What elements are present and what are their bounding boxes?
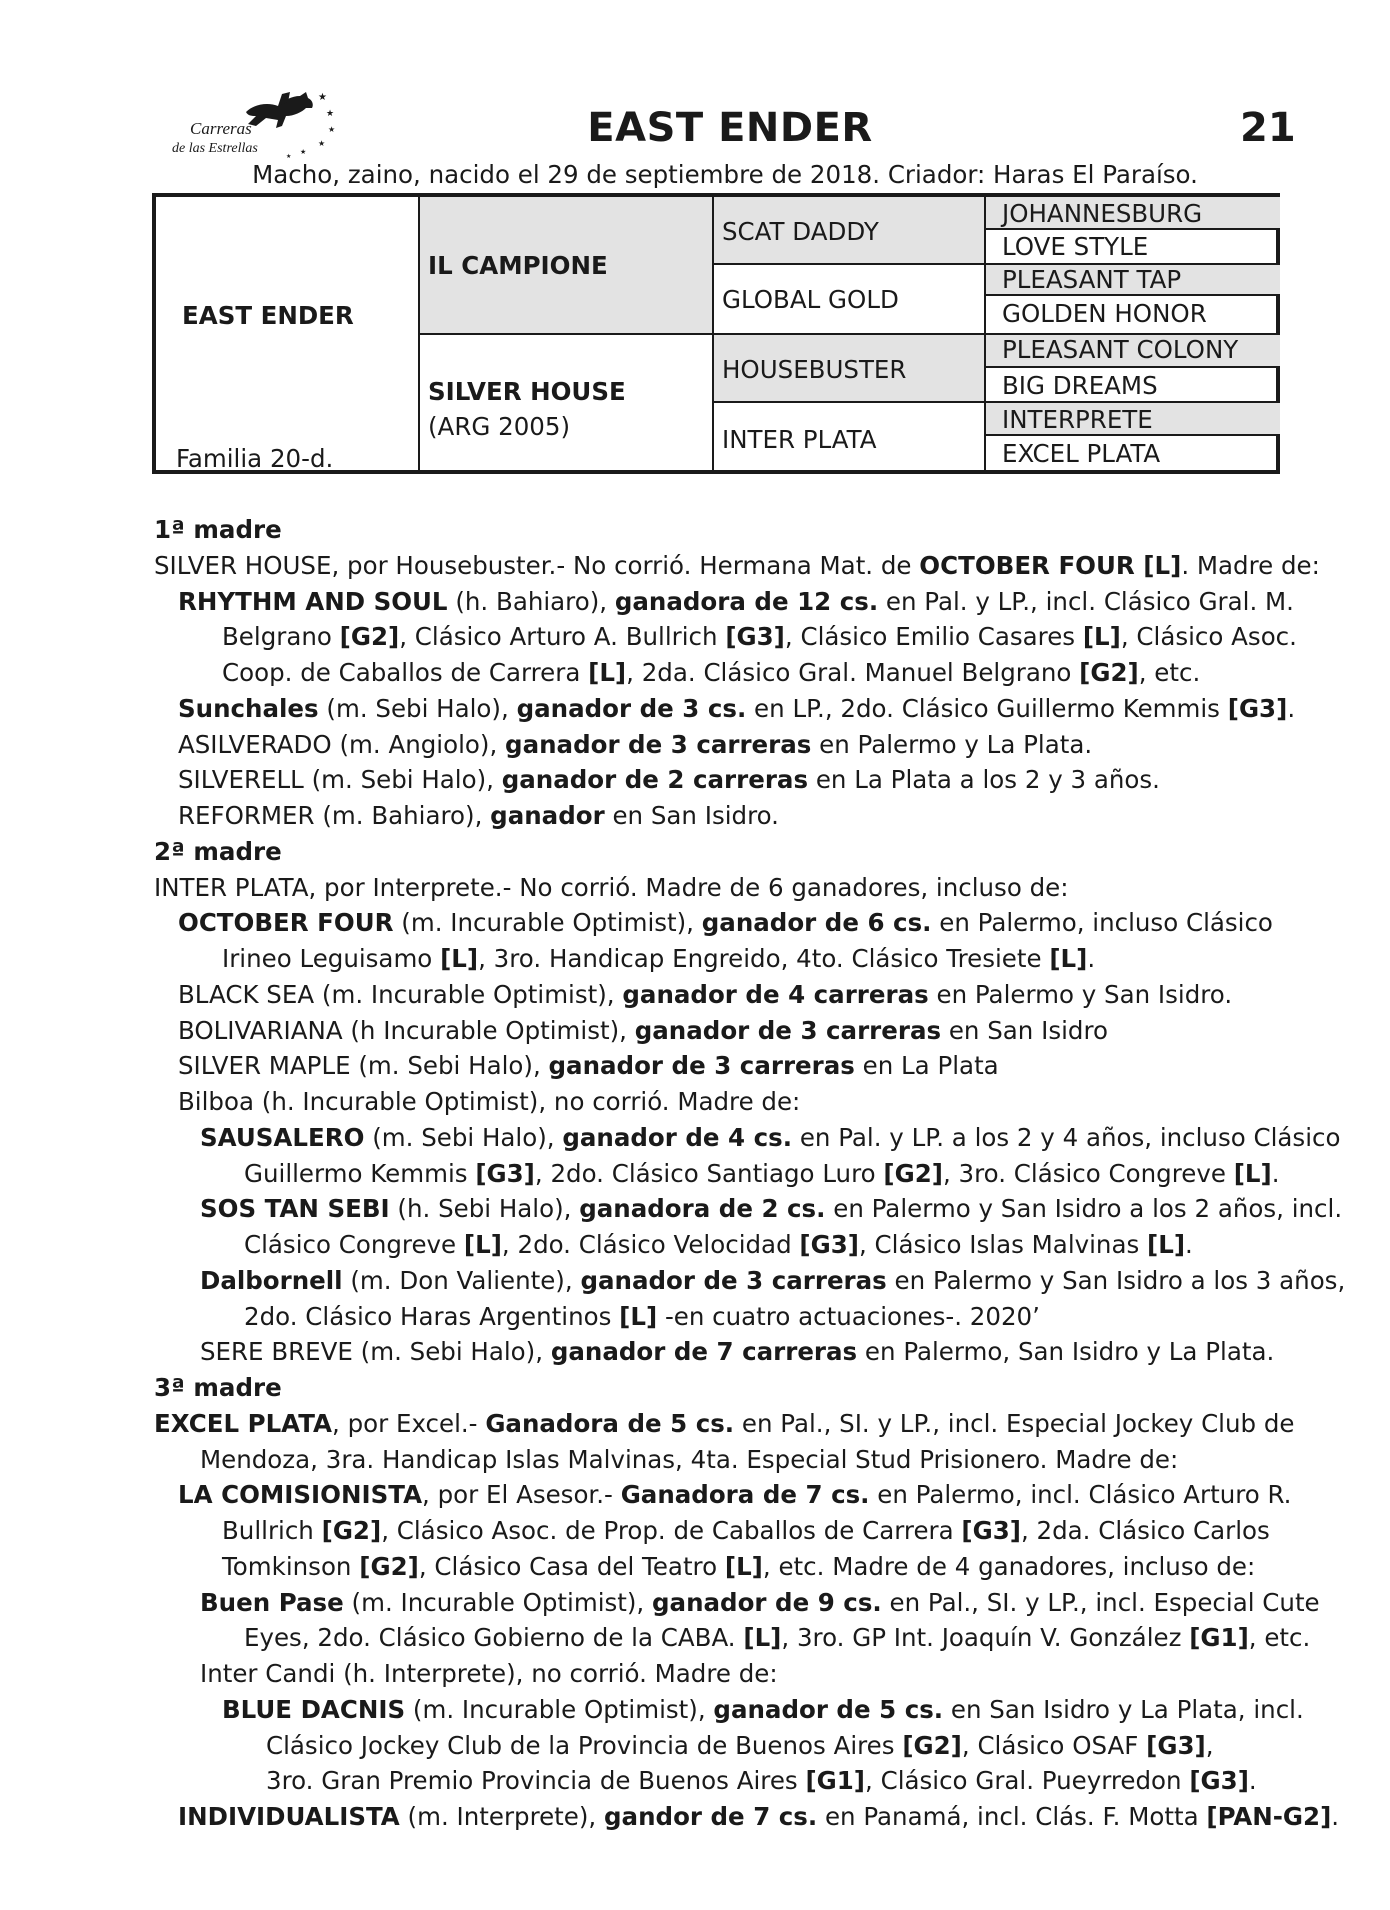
text: , 2do. Clásico Santiago Luro xyxy=(534,1158,884,1188)
record-line xyxy=(154,1156,1334,1192)
text: (m. Sebi Halo), xyxy=(318,693,517,723)
record-line xyxy=(154,619,1334,655)
text: , Clásico Arturo A. Bullrich xyxy=(399,622,726,652)
bold-text: Ganadora de 5 cs. xyxy=(485,1408,735,1438)
record-line xyxy=(154,1585,1334,1621)
text: en Palermo, incluso Clásico xyxy=(931,908,1273,938)
svg-text:★: ★ xyxy=(326,109,335,119)
bold-text: Dalbornell xyxy=(200,1265,343,1295)
svg-text:★: ★ xyxy=(318,139,326,148)
bold-text: Sunchales xyxy=(178,693,319,723)
text: en San Isidro xyxy=(941,1015,1108,1045)
bold-text: [L] xyxy=(619,1301,658,1331)
bold-text: ganador de 3 carreras xyxy=(580,1265,887,1295)
bold-text: [G3] xyxy=(725,622,785,652)
svg-text:★: ★ xyxy=(328,125,336,134)
carreras-de-las-estrellas-logo xyxy=(168,82,348,162)
bold-text: [PAN-G2] xyxy=(1206,1802,1332,1831)
text: . xyxy=(1271,1158,1280,1188)
bold-text: ganador de 9 cs. xyxy=(652,1587,882,1617)
text: , 3ro. Clásico Congreve xyxy=(942,1158,1234,1188)
text: Clásico Congreve xyxy=(244,1230,464,1259)
text: en Pal. y LP. a los 2 y 4 años, incluso Clásico xyxy=(792,1122,1341,1152)
pedigree-gen3: INTERPRETE xyxy=(1002,405,1153,434)
bold-text: [G1] xyxy=(805,1766,866,1796)
bold-text: ganadora de 2 cs. xyxy=(579,1194,826,1224)
pedigree-gen3: BIG DREAMS xyxy=(1002,371,1158,400)
bold-text: ganador xyxy=(490,801,605,830)
pedigree-gen3: JOHANNESBURG xyxy=(1002,199,1203,228)
text: SILVER MAPLE (m. Sebi Halo), xyxy=(178,1051,549,1081)
text: en Palermo y La Plata. xyxy=(811,729,1093,759)
bold-text: [G1] xyxy=(1189,1623,1249,1653)
record-line xyxy=(154,1227,1334,1263)
bold-text: ganador de 7 carreras xyxy=(550,1337,858,1367)
text: . Madre de: xyxy=(1181,550,1320,580)
produce-record xyxy=(154,512,1346,1835)
text: , por Excel.- xyxy=(332,1408,486,1438)
text: . xyxy=(1087,944,1096,973)
pedigree-dam-note: (ARG 2005) xyxy=(428,412,571,441)
text: ASILVERADO (m. Angiolo), xyxy=(178,729,506,759)
bold-text: BLUE DACNIS xyxy=(222,1694,406,1724)
record-line xyxy=(154,1549,1334,1585)
pedigree-table xyxy=(152,193,1280,474)
bold-text: [G3] xyxy=(1189,1766,1249,1796)
record-line xyxy=(154,762,1334,798)
bold-text: RHYTHM AND SOUL xyxy=(178,586,448,616)
record-line xyxy=(154,870,1334,906)
text: . xyxy=(1287,693,1296,723)
bold-text: [G3] xyxy=(1146,1730,1206,1760)
record-line xyxy=(154,1656,1334,1692)
text: . xyxy=(1185,1230,1193,1259)
text: Belgrano xyxy=(222,622,340,652)
bold-text: ganador de 4 carreras xyxy=(622,979,929,1009)
bold-text: LA COMISIONISTA xyxy=(178,1480,423,1510)
bold-text: [G2] xyxy=(359,1551,419,1581)
text: -en cuatro actuaciones-. 2020’ xyxy=(657,1301,1040,1331)
pedigree-gen2: INTER PLATA xyxy=(722,425,877,454)
bold-text: ganadora de 12 cs. xyxy=(614,586,879,616)
record-line xyxy=(154,977,1334,1013)
pedigree-gen2: GLOBAL GOLD xyxy=(722,285,899,314)
text: , 3ro. Handicap Engreido, 4to. Clásico Tresiete xyxy=(478,944,1050,973)
bold-text: [G3] xyxy=(961,1516,1021,1545)
bold-text: SOS TAN SEBI xyxy=(200,1194,390,1224)
text: , Clásico Gral. Pueyrredon xyxy=(865,1766,1190,1796)
section-heading-third-dam: 3ª madre xyxy=(154,1373,282,1402)
record-line xyxy=(154,1334,1334,1370)
text: , etc. xyxy=(1138,658,1201,687)
bold-text: INDIVIDUALISTA xyxy=(178,1802,400,1831)
text: (m. Incurable Optimist), xyxy=(405,1694,714,1724)
text: , etc. Madre de 4 ganadores, incluso de: xyxy=(762,1551,1256,1581)
pedigree-gen2: HOUSEBUSTER xyxy=(722,355,907,384)
text: en San Isidro. xyxy=(604,801,779,830)
svg-text:★: ★ xyxy=(318,92,327,103)
record-line xyxy=(154,1728,1334,1764)
bold-text: [G2] xyxy=(339,622,400,652)
text: en Palermo, San Isidro y La Plata. xyxy=(857,1337,1275,1367)
bold-text: ganador de 3 carreras xyxy=(505,729,812,759)
record-line xyxy=(154,1084,1334,1120)
record-line xyxy=(154,727,1334,763)
text: Clásico Jockey Club de la Provincia de Buenos Aires xyxy=(266,1730,903,1760)
pedigree-gen3: LOVE STYLE xyxy=(1002,232,1149,261)
record-line xyxy=(154,798,1334,834)
bold-text: Ganadora de 7 cs. xyxy=(620,1480,870,1510)
record-line xyxy=(154,691,1334,727)
text: (m. Sebi Halo), xyxy=(364,1122,563,1152)
text: , Clásico Asoc. de Prop. de Caballos de Carrera xyxy=(381,1516,962,1545)
record-line xyxy=(154,1191,1343,1227)
record-line xyxy=(154,584,1334,620)
text: (m. Interprete), xyxy=(399,1802,605,1831)
pedigree-dam: SILVER HOUSE xyxy=(428,377,626,406)
text: Irineo Leguisamo xyxy=(222,944,441,973)
text: , Clásico Emilio Casares xyxy=(784,622,1083,652)
record-line xyxy=(154,1048,1334,1084)
text: en San Isidro y La Plata, incl. xyxy=(943,1694,1304,1724)
svg-text:★: ★ xyxy=(300,148,307,156)
text: en Palermo, incl. Clásico Arturo R. xyxy=(869,1480,1292,1510)
record-line xyxy=(154,548,1334,584)
text: , 3ro. GP Int. Joaquín V. González xyxy=(781,1623,1190,1653)
text: en Pal. y LP., incl. Clásico Gral. M. xyxy=(878,586,1294,616)
bold-text: [G3] xyxy=(799,1230,859,1259)
bold-text: [L] xyxy=(1082,622,1121,652)
bold-text: [L] xyxy=(724,1551,763,1581)
record-line xyxy=(154,1763,1334,1799)
text: BLACK SEA (m. Incurable Optimist), xyxy=(178,979,623,1009)
text: . xyxy=(1248,1766,1257,1796)
bold-text: [G2] xyxy=(1079,658,1139,687)
bold-text: EXCEL PLATA xyxy=(154,1408,333,1438)
bold-text: OCTOBER FOUR xyxy=(178,908,394,938)
text: . xyxy=(1331,1802,1340,1831)
text: Eyes, 2do. Clásico Gobierno de la CABA. xyxy=(244,1623,744,1653)
text: SILVER HOUSE, por Housebuster.- No corrió. Hermana Mat. de xyxy=(154,550,920,580)
text: (h. Bahiaro), xyxy=(447,586,615,616)
bold-text: gandor de 7 cs. xyxy=(604,1802,818,1831)
text: , Clásico Asoc. xyxy=(1120,622,1297,652)
record-line xyxy=(154,905,1334,941)
text: en Pal., SI. y LP., incl. Especial Cute xyxy=(881,1587,1320,1617)
record-line xyxy=(154,1799,1340,1835)
text: en LP., 2do. Clásico Guillermo Kemmis xyxy=(746,693,1228,723)
bold-text: [G2] xyxy=(883,1158,943,1188)
bold-text: [L] xyxy=(440,944,479,973)
pedigree-gen3: EXCEL PLATA xyxy=(1002,439,1161,468)
text: Tomkinson xyxy=(222,1551,360,1581)
bold-text: [L] xyxy=(743,1623,782,1653)
bold-text: [L] xyxy=(1233,1158,1272,1188)
text: , 2da. Clásico Carlos xyxy=(1020,1516,1270,1545)
logo-text-estrellas: de las Estrellas xyxy=(172,141,258,156)
text: SERE BREVE (m. Sebi Halo), xyxy=(200,1337,551,1367)
text: en Palermo y San Isidro a los 3 años, xyxy=(886,1265,1346,1295)
pedigree-subject: EAST ENDER xyxy=(182,301,354,330)
record-line xyxy=(154,941,1334,977)
text: Guillermo Kemmis xyxy=(244,1158,476,1188)
record-line xyxy=(154,1013,1334,1049)
bold-text: SAUSALERO xyxy=(200,1122,365,1152)
text: Inter Candi (h. Interprete), no corrió. Madre de: xyxy=(200,1659,778,1688)
text: (m. Don Valiente), xyxy=(342,1265,581,1295)
text: , Clásico Islas Malvinas xyxy=(858,1230,1148,1259)
text: (h. Sebi Halo), xyxy=(389,1194,580,1224)
text: en La Plata a los 2 y 3 años. xyxy=(808,765,1160,795)
pedigree-sire: IL CAMPIONE xyxy=(428,251,608,280)
text: 3ro. Gran Premio Provincia de Buenos Aires xyxy=(266,1766,806,1796)
bold-text: Buen Pase xyxy=(200,1587,344,1617)
bold-text: [G2] xyxy=(321,1516,382,1545)
logo-text-carreras: Carreras xyxy=(190,119,252,138)
bold-text: ganador de 3 cs. xyxy=(516,693,747,723)
text: Bullrich xyxy=(222,1516,322,1545)
record-line xyxy=(154,1620,1334,1656)
bold-text: ganador de 5 cs. xyxy=(713,1694,944,1724)
text: INTER PLATA, por Interprete.- No corrió. Madre de 6 ganadores, incluso de: xyxy=(154,872,1069,902)
bold-text: [L] xyxy=(588,658,627,687)
text: , xyxy=(1205,1730,1214,1760)
horse-name-title: EAST ENDER xyxy=(587,105,873,151)
text: , Clásico Casa del Teatro xyxy=(418,1551,725,1581)
text: , etc. xyxy=(1248,1623,1311,1653)
text: REFORMER (m. Bahiaro), xyxy=(178,801,491,830)
bold-text: [G3] xyxy=(1227,693,1288,723)
lot-number: 21 xyxy=(1240,105,1296,151)
record-line xyxy=(154,1120,1341,1156)
text: SILVERELL (m. Sebi Halo), xyxy=(178,765,502,795)
pedigree-gen3: PLEASANT TAP xyxy=(1002,265,1182,294)
bold-text: [G2] xyxy=(902,1730,962,1760)
text: en Palermo y San Isidro. xyxy=(928,979,1233,1009)
record-line xyxy=(154,1442,1334,1478)
record-line xyxy=(154,1299,1334,1335)
record-line xyxy=(154,1406,1334,1442)
svg-text:★: ★ xyxy=(286,153,292,160)
section-heading-first-dam: 1ª madre xyxy=(154,515,282,544)
text: 2do. Clásico Haras Argentinos xyxy=(244,1301,620,1331)
bold-text: [L] xyxy=(463,1230,502,1259)
record-line xyxy=(154,1477,1334,1513)
text: en Palermo y San Isidro a los 2 años, incl. xyxy=(825,1194,1343,1224)
text: Mendoza, 3ra. Handicap Islas Malvinas, 4ta. Especial Stud Prisionero. Madre de: xyxy=(200,1444,1179,1474)
bold-text: [L] xyxy=(1147,1230,1186,1259)
text: (m. Incurable Optimist), xyxy=(393,908,702,938)
bold-text: ganador de 3 carreras xyxy=(634,1015,942,1045)
bold-text: OCTOBER FOUR [L] xyxy=(919,550,1182,580)
text: , 2da. Clásico Gral. Manuel Belgrano xyxy=(626,658,1080,687)
pedigree-gen3: GOLDEN HONOR xyxy=(1002,299,1207,328)
pedigree-family: Familia 20-d. xyxy=(176,444,334,473)
record-line xyxy=(154,1513,1334,1549)
horse-description: Macho, zaino, nacido el 29 de septiembre de 2018. Criador: Haras El Paraíso. xyxy=(252,160,1198,189)
bold-text: ganador de 2 carreras xyxy=(501,765,809,795)
text: en Panamá, incl. Clás. F. Motta xyxy=(817,1802,1207,1831)
section-heading-second-dam: 2ª madre xyxy=(154,836,282,866)
bold-text: ganador de 6 cs. xyxy=(701,908,932,938)
horse-icon xyxy=(246,92,313,128)
text: , por El Asesor.- xyxy=(422,1480,621,1510)
record-line xyxy=(154,1692,1334,1728)
text: en Pal., SI. y LP., incl. Especial Jockey Club de xyxy=(734,1408,1295,1438)
text: Coop. de Caballos de Carrera xyxy=(222,658,589,687)
bold-text: ganador de 3 carreras xyxy=(548,1051,855,1081)
record-line xyxy=(154,655,1334,691)
pedigree-gen2: SCAT DADDY xyxy=(722,217,879,246)
text: , 2do. Clásico Velocidad xyxy=(501,1230,800,1259)
record-line xyxy=(154,1263,1346,1299)
text: en La Plata xyxy=(854,1051,999,1081)
text: Bilboa (h. Incurable Optimist), no corrió. Madre de: xyxy=(178,1087,801,1116)
bold-text: [G3] xyxy=(475,1158,535,1188)
bold-text: [L] xyxy=(1049,944,1088,973)
pedigree-gen3: PLEASANT COLONY xyxy=(1002,335,1239,364)
text: BOLIVARIANA (h Incurable Optimist), xyxy=(178,1015,635,1045)
bold-text: ganador de 4 cs. xyxy=(562,1122,793,1152)
text: , Clásico OSAF xyxy=(961,1730,1147,1760)
text: (m. Incurable Optimist), xyxy=(343,1587,653,1617)
